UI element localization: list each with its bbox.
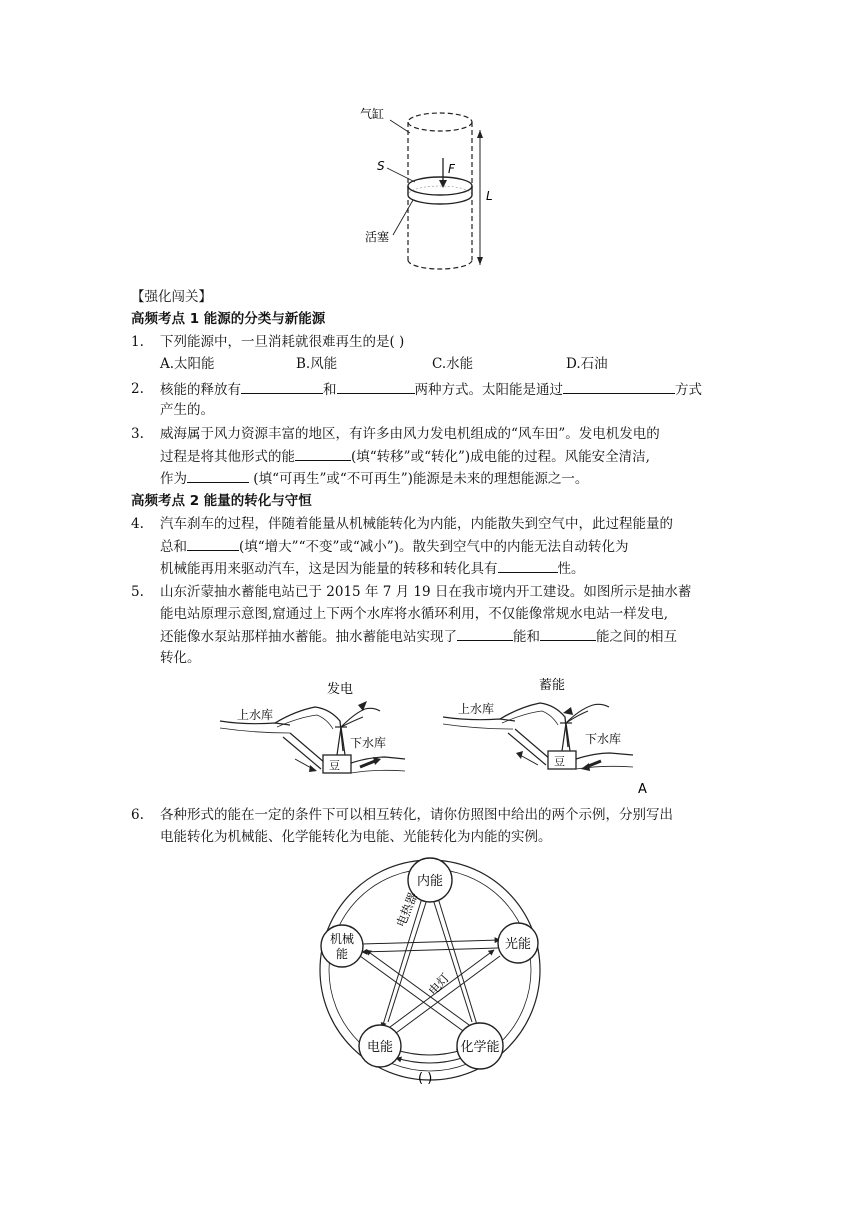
q4-text-3a: 机械能再用来驱动汽车，这是因为能量的转移和转化具有 <box>160 561 498 577</box>
q6-line2: 电能转化为机械能、化学能转化为电能、光能转化为内能的实例。 <box>160 829 552 845</box>
svg-text:豆: 豆 <box>554 755 565 768</box>
cylinder-label: 气缸 <box>360 107 385 121</box>
q5-number: 5. <box>131 584 144 600</box>
q3-line2 <box>160 446 650 467</box>
topic2-title: 高频考点 2 能量的转化与守恒 <box>131 493 312 509</box>
q2-text-2: 和 <box>323 382 337 398</box>
q2-text-4: 方式 <box>675 382 702 398</box>
q2-blank-1[interactable] <box>241 379 323 394</box>
topic1-title: 高频考点 1 能源的分类与新能源 <box>131 311 326 327</box>
lower-reservoir-right: 下水库 <box>585 732 622 746</box>
reservoir-figure <box>215 673 655 798</box>
q1-option-a: A.太阳能 <box>160 356 215 372</box>
section-header: 【强化闯关】 <box>131 289 212 305</box>
node-light-energy <box>498 923 538 963</box>
node-internal-label: 内能 <box>416 874 444 889</box>
q2-blank-2[interactable] <box>337 379 415 394</box>
q3-number: 3. <box>131 426 144 442</box>
node-light-label: 光能 <box>504 937 532 952</box>
q1-number: 1. <box>131 334 144 350</box>
q4-text-2a: 总和 <box>160 539 187 555</box>
q5-blank-1[interactable] <box>457 626 513 641</box>
q5-line2: 能电站原理示意图,窟通过上下两个水库将水循环利用，不仅能像常规水电站一样发电, <box>160 606 669 622</box>
length-label: L <box>486 189 493 203</box>
upper-reservoir-left: 上水库 <box>237 708 274 722</box>
q1-option-c: C.水能 <box>432 356 474 372</box>
q3-text-2b: (填“转移”或“转化”)成电能的过程。风能安全清洁, <box>351 449 650 465</box>
q5-text-3a: 还能像水泵站那样抽水蓄能。抽水蓄能电站实现了 <box>160 629 457 645</box>
q3-line1: 威海属于风力资源丰富的地区，有许多由风力发电机组成的“风车田”。发电机发电的 <box>160 426 660 442</box>
generating-panel <box>220 681 405 773</box>
lower-reservoir-left: 下水库 <box>350 736 387 750</box>
q3-text-3b: (填“可再生”或“不可再生”)能源是未来的理想能源之一。 <box>253 471 589 487</box>
node-mech-label-2: 能 <box>335 947 349 961</box>
node-electric-label: 电能 <box>366 1040 394 1055</box>
q3-line3 <box>160 468 588 489</box>
generating-title: 发电 <box>327 682 354 697</box>
node-chemical-energy <box>457 1023 503 1069</box>
example-lamp: 电灯 <box>425 970 453 999</box>
q5-line4: 转化。 <box>160 650 201 666</box>
example-heater: 电热器 <box>393 890 421 930</box>
node-chemical-label: 化学能 <box>460 1040 500 1055</box>
q4-text-2b: (填“增大”“不变”或“减小”)。散失到空气中的内能无法自动转化为 <box>239 539 629 555</box>
cylinder-figure <box>355 100 505 285</box>
q3-blank-1[interactable] <box>295 446 351 461</box>
q4-line2 <box>160 536 628 557</box>
q2-text-1: 核能的释放有 <box>160 382 241 398</box>
q2-blank-3[interactable] <box>563 379 675 394</box>
node-mech-label-1: 机械 <box>329 932 355 946</box>
corner-letter: A <box>638 782 647 797</box>
q3-blank-2[interactable] <box>187 468 249 483</box>
svg-text:豆: 豆 <box>329 759 340 772</box>
q4-blank-1[interactable] <box>187 536 239 551</box>
q5-text-3b: 能和 <box>513 629 540 645</box>
upper-reservoir-right: 上水库 <box>458 702 495 716</box>
energy-conversion-diagram <box>300 850 560 1090</box>
node-mechanical-energy <box>321 925 363 967</box>
q5-line3 <box>160 626 677 647</box>
piston-label: 活塞 <box>365 230 390 244</box>
storage-title: 蓄能 <box>539 678 566 693</box>
node-electric-energy <box>359 1025 401 1067</box>
q5-line1: 山东沂蒙抽水蓄能电站已于 2015 年 7 月 19 日在我市境内开工建设。如图所示是抽水蓄 <box>160 584 692 600</box>
answer-blank[interactable]: ( ) <box>418 1071 433 1086</box>
q2-number: 2. <box>131 381 144 397</box>
area-label: S <box>377 159 385 173</box>
force-label: F <box>448 162 455 176</box>
q2-line1 <box>160 379 702 400</box>
q6-number: 6. <box>131 807 144 823</box>
q4-number: 4. <box>131 516 144 532</box>
q4-line3 <box>160 558 585 579</box>
q2-text-3: 两种方式。太阳能是通过 <box>414 382 563 398</box>
q4-blank-2[interactable] <box>498 558 558 573</box>
q3-text-3a: 作为 <box>160 471 187 487</box>
q6-line1: 各种形式的能在一定的条件下可以相互转化，请你仿照图中给出的两个示例，分别写出 <box>160 807 673 823</box>
q4-line1: 汽车刹车的过程，伴随着能量从机械能转化为内能，内能散失到空气中，此过程能量的 <box>160 516 673 532</box>
q4-text-3b: 性。 <box>557 561 585 577</box>
q1-stem: 下列能源中，一旦消耗就很难再生的是( ) <box>160 334 405 350</box>
q3-text-2a: 过程是将其他形式的能 <box>160 449 295 465</box>
q5-text-3c: 能之间的相互 <box>596 629 677 645</box>
q2-line2: 产生的。 <box>160 402 214 418</box>
storage-panel <box>443 677 647 797</box>
q1-option-b: B.风能 <box>296 356 338 372</box>
q1-option-d: D.石油 <box>566 356 608 372</box>
q5-blank-2[interactable] <box>540 626 596 641</box>
